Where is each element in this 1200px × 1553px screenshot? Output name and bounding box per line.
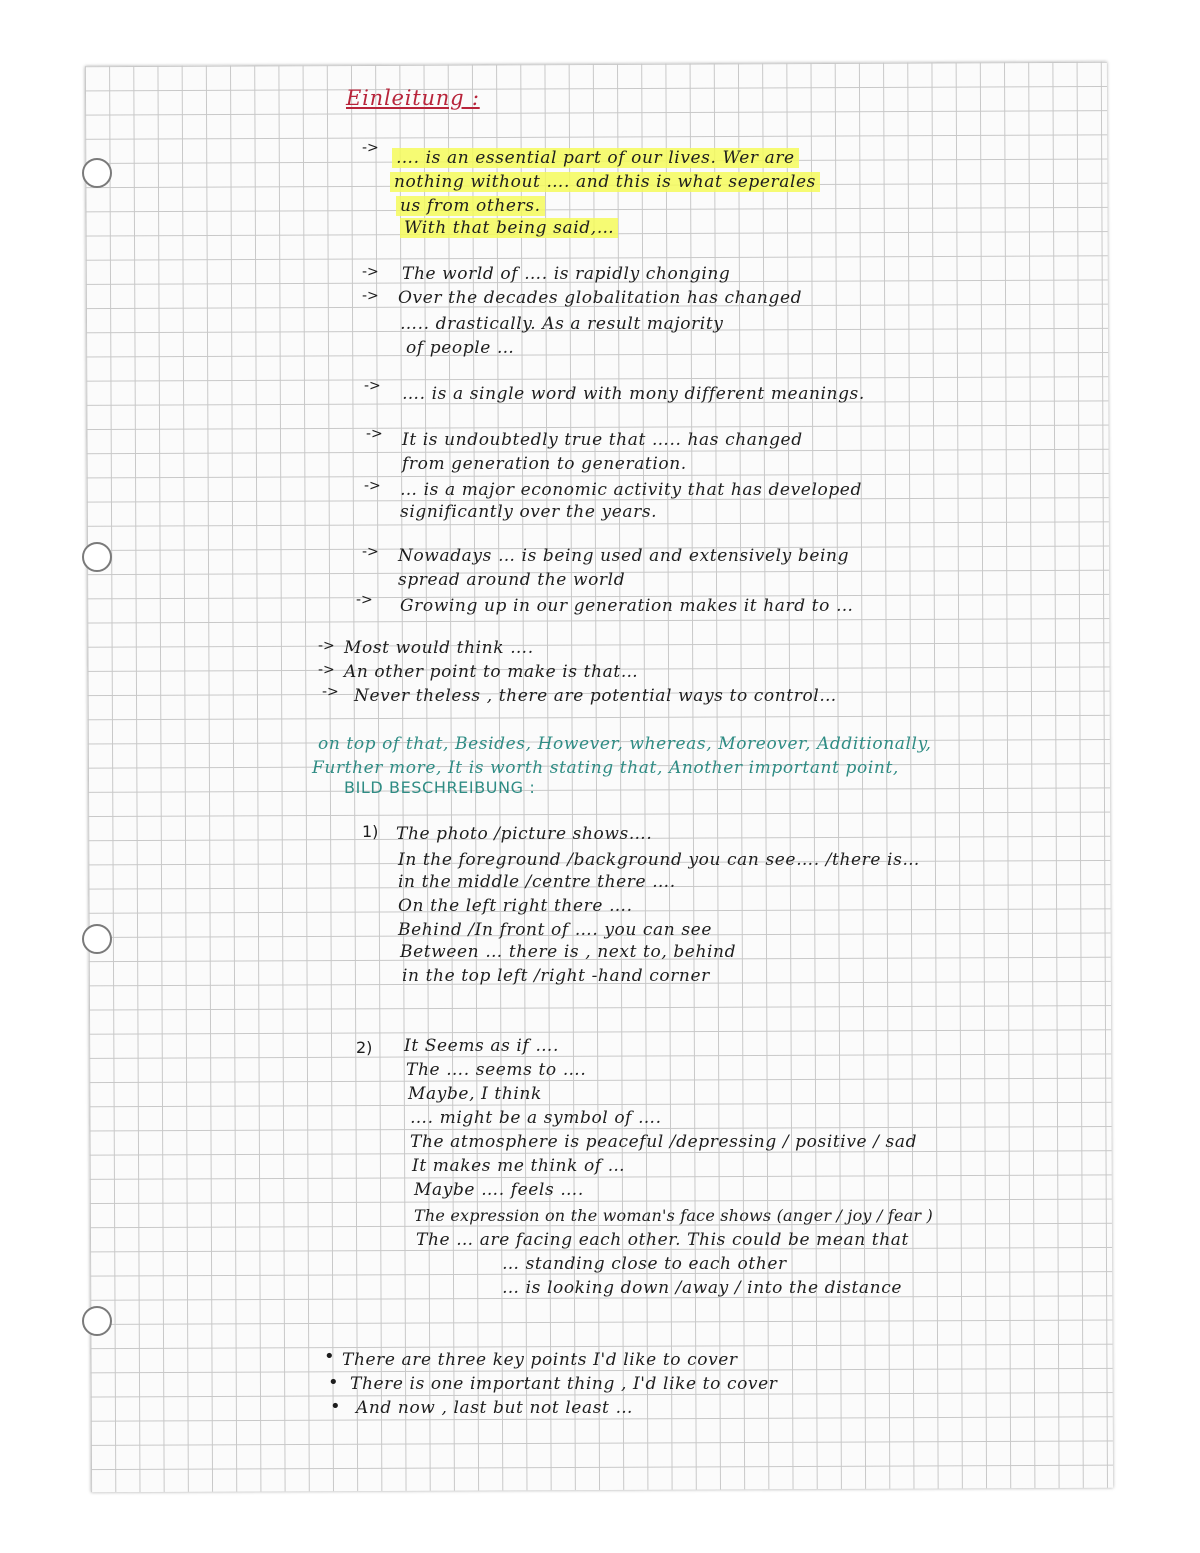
bullet-line-3: And now , last but not least …	[356, 1398, 634, 1418]
bild-line-9: The …. seems to ….	[406, 1060, 587, 1080]
arrow-marker: ->	[322, 684, 339, 700]
bullet-dot: •	[330, 1396, 341, 1417]
arrow-marker: ->	[364, 478, 381, 494]
bild-line-18: … is looking down /away / into the distance	[502, 1278, 902, 1298]
arrow-marker: ->	[356, 592, 373, 608]
bild-line-3: in the middle /centre there ….	[398, 872, 676, 892]
intro-line-3	[396, 196, 545, 216]
intro-line-5: The world of …. is rapidly chonging	[402, 264, 731, 284]
arrow-marker: ->	[364, 378, 381, 394]
intro-line-2	[390, 172, 820, 192]
intro-line-8: of people …	[406, 338, 515, 358]
arrow-marker: ->	[362, 140, 379, 156]
intro-line-6: Over the decades globalitation has changed	[398, 288, 803, 308]
intro-line-4	[400, 218, 618, 238]
intro-line-14: Nowadays … is being used and extensively being	[398, 546, 850, 566]
bild-line-15: The expression on the woman's face shows (anger / joy / fear )	[414, 1206, 933, 1225]
bild-line-12: The atmosphere is peaceful /depressing / positive / sad	[410, 1132, 918, 1152]
bullet-line-2: There is one important thing , I'd like to cover	[350, 1374, 778, 1394]
list-number-1: 1)	[362, 822, 379, 841]
intro-line-19: Never theless , there are potential ways to control…	[354, 686, 837, 706]
bild-line-6: Between … there is , next to, behind	[400, 942, 737, 962]
bild-line-2: In the foreground /background you can see…. /there is…	[398, 850, 921, 870]
bild-line-13: It makes me think of …	[412, 1156, 626, 1176]
bullet-line-1: There are three key points I'd like to cover	[342, 1350, 738, 1370]
bullet-dot: •	[324, 1346, 335, 1367]
intro-line-15: spread around the world	[398, 570, 626, 590]
bild-line-1: The photo /picture shows….	[396, 824, 653, 844]
highlighted-text: …. is an essential part of our lives. Wer are	[392, 148, 799, 168]
arrow-marker: ->	[318, 638, 335, 654]
punch-hole-2	[82, 542, 112, 572]
intro-line-9: …. is a single word with mony different meanings.	[402, 384, 865, 404]
punch-hole-4	[82, 1306, 112, 1336]
arrow-marker: ->	[362, 264, 379, 280]
highlighted-text: nothing without …. and this is what seperales	[390, 172, 820, 192]
intro-line-7: ….. drastically. As a result majority	[400, 314, 724, 334]
connectors-line-1: on top of that, Besides, However, whereas, Moreover, Additionally,	[318, 734, 932, 754]
highlighted-text: us from others.	[396, 196, 545, 216]
bild-line-7: in the top left /right -hand corner	[402, 966, 710, 986]
intro-line-13: significantly over the years.	[400, 502, 658, 522]
bild-line-16: The … are facing each other. This could be mean that	[416, 1230, 909, 1250]
bild-heading: BILD BESCHREIBUNG :	[344, 778, 536, 797]
arrow-marker: ->	[318, 662, 335, 678]
intro-line-12: … is a major economic activity that has developed	[400, 480, 862, 500]
connectors-line-2: Further more, It is worth stating that, Another important point,	[312, 758, 899, 778]
punch-hole-3	[82, 924, 112, 954]
bild-line-14: Maybe …. feels ….	[414, 1180, 584, 1200]
highlighted-text: With that being said,…	[400, 218, 618, 238]
intro-line-16: Growing up in our generation makes it hard to …	[400, 596, 854, 616]
bild-line-5: Behind /In front of …. you can see	[398, 920, 712, 940]
bild-line-17: … standing close to each other	[502, 1254, 787, 1274]
arrow-marker: ->	[362, 288, 379, 304]
arrow-marker: ->	[366, 426, 383, 442]
intro-line-1	[392, 148, 799, 168]
bild-line-10: Maybe, I think	[408, 1084, 542, 1104]
list-number-2: 2)	[356, 1038, 373, 1057]
bild-line-8: It Seems as if ….	[404, 1036, 559, 1056]
bild-line-11: …. might be a symbol of ….	[410, 1108, 662, 1128]
bullet-dot: •	[328, 1372, 339, 1393]
punch-hole-1	[82, 158, 112, 188]
intro-line-10: It is undoubtedly true that ….. has changed	[402, 430, 803, 450]
intro-line-17: Most would think ….	[344, 638, 534, 658]
bild-line-4: On the left right there ….	[398, 896, 633, 916]
intro-line-18: An other point to make is that…	[344, 662, 639, 682]
arrow-marker: ->	[362, 544, 379, 560]
intro-line-11: from generation to generation.	[402, 454, 687, 474]
heading-einleitung: Einleitung :	[346, 86, 480, 110]
